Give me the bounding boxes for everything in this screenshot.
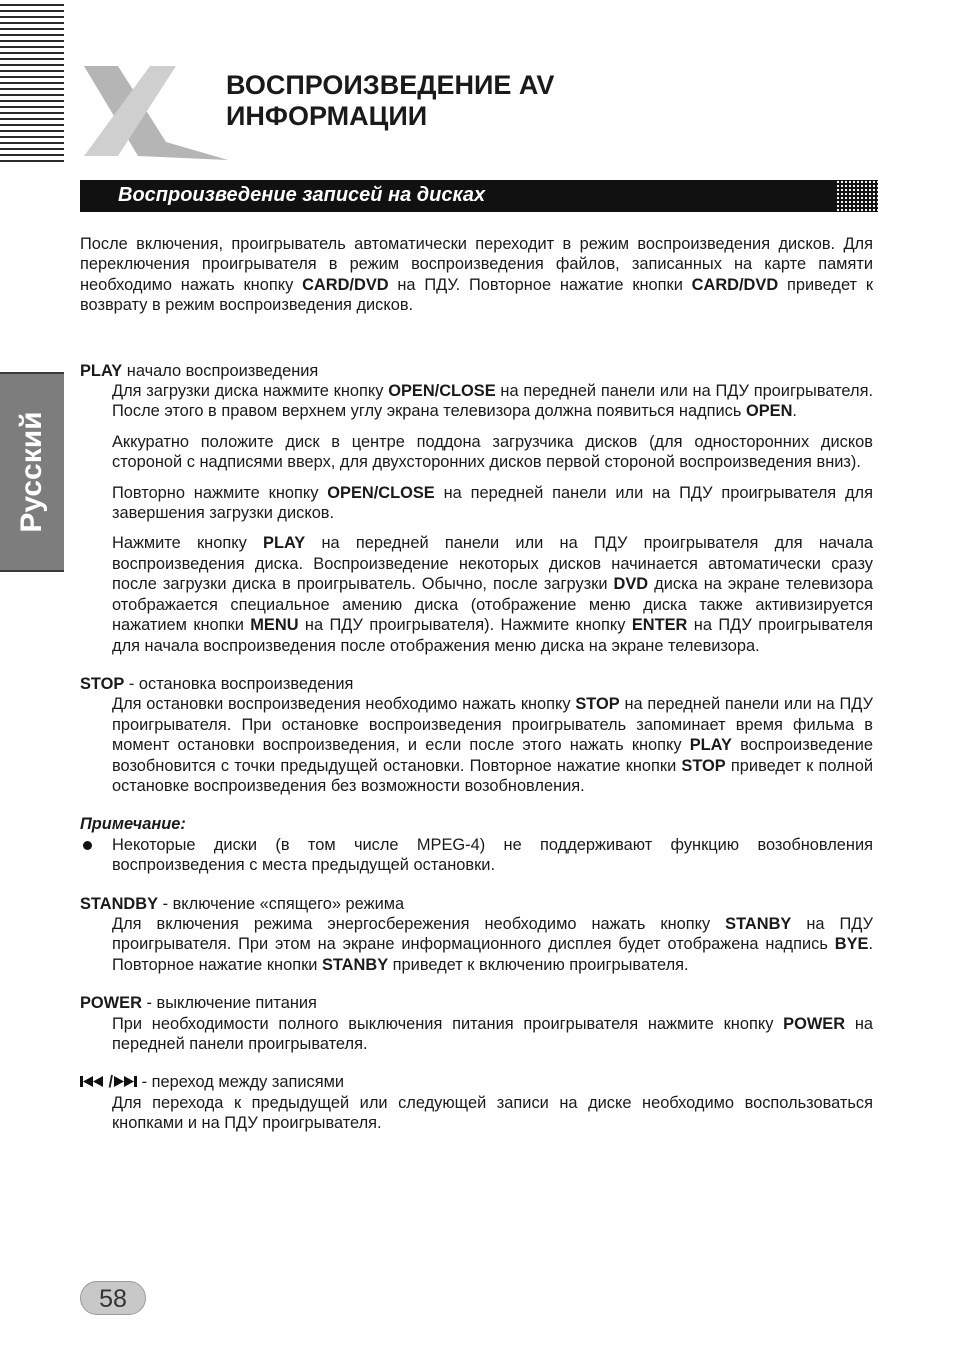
stop-desc: - остановка воспроизведения bbox=[124, 674, 354, 693]
stop-paragraph: Для остановки воспроизведения необходимо нажать кнопку STOP на передней панели или на ПДУ проигрывателя. При остановке воспроизведения проигрыватель запоминает время фильма в момент остановки воспроизведения, и если после этого нажать кнопку PLAY воспроизведение возобновится с точки предыдущей остановки. Повторное нажатие кнопки STOP приведет к полной остановке воспроизведения без возможности возобновления. bbox=[112, 695, 874, 795]
page-content bbox=[80, 234, 873, 1134]
page-title bbox=[226, 70, 554, 132]
intro-paragraph: После включения, проигрыватель автоматически переходит в режим воспроизведения дисков. Для переключения проигрывателя в режим воспроизведения файлов, записанных на карте памяти необходимо нажать кнопку CARD/DVD на ПДУ. Повторное нажатие кнопки CARD/DVD приведет к возврату в режим воспроизведения дисков. bbox=[80, 235, 873, 315]
note-title: Примечание: bbox=[80, 815, 186, 834]
brand-x-logo bbox=[78, 60, 228, 164]
stop-heading bbox=[80, 674, 873, 694]
play-paragraph-4: Нажмите кнопку PLAY на передней панели или на ПДУ проигрывателя для начала воспроизведения диска. Воспроизведение некоторых дисков начинается автоматически сразу после загрузки диска в проигрыватель. Обычно, после загрузки DVD диска на экране телевизора отображается специальное амению диска (отображение меню диска также активизируется нажатием кнопки MENU на ПДУ проигрывателя). Нажмите кнопку ENTER на ПДУ проигрывателя для начала воспроизведения после отображения меню диска на экране телевизора. bbox=[112, 534, 874, 655]
power-desc: - выключение питания bbox=[141, 994, 317, 1013]
halftone-decoration bbox=[836, 180, 878, 212]
standby-paragraph: Для включения режима энергосбережения необходимо нажать кнопку STANBY на ПДУ проигрывателя. При этом на экране информационного дисплея будет отображена надпись BYE. Повторное нажатие кнопки STANBY приведет к включению проигрывателя. bbox=[112, 914, 873, 974]
bullet-icon bbox=[83, 841, 92, 850]
play-desc: начало воспроизведения bbox=[122, 361, 319, 380]
page-number: 58 bbox=[99, 1285, 127, 1313]
section-header-bar bbox=[80, 180, 878, 212]
page-title-line2: ИНФОРМАЦИИ bbox=[226, 101, 428, 131]
page-title-line1: ВОСПРОИЗВЕДЕНИЕ AV bbox=[226, 70, 555, 100]
standby-desc: - включение «спящего» режима bbox=[158, 894, 405, 913]
standby-key: STANDBY bbox=[80, 894, 159, 913]
play-paragraph-1: Для загрузки диска нажмите кнопку OPEN/CLOSE на передней панели или на ПДУ проигрывателя. После этого в правом верхнем углу экрана телевизора должна появиться надпись OPEN. bbox=[112, 382, 873, 421]
play-paragraph-3: Повторно нажмите кнопку OPEN/CLOSE на передней панели или на ПДУ проигрывателя для завершения загрузки дисков. bbox=[112, 483, 873, 523]
page-number-badge bbox=[80, 1281, 146, 1315]
power-heading bbox=[80, 993, 873, 1013]
skip-previous-icon bbox=[80, 1075, 104, 1088]
note-item: Некоторые диски (в том числе MPEG-4) не поддерживают функцию возобновления воспроизведения с места предыдущей остановки. bbox=[80, 835, 873, 876]
language-tab bbox=[0, 372, 64, 572]
play-heading bbox=[80, 361, 873, 381]
power-paragraph: При необходимости полного выключения питания проигрывателя нажмите кнопку POWER на передней панели проигрывателя. bbox=[112, 1014, 873, 1053]
skip-desc: - переход между записями bbox=[137, 1073, 345, 1092]
skip-paragraph: Для перехода к предыдущей или следующей записи на диске необходимо воспользоваться кнопками и на ПДУ проигрывателя. bbox=[112, 1093, 873, 1133]
section-title: Воспроизведение записей на дисках bbox=[118, 184, 486, 206]
play-paragraph-2: Аккуратно положите диск в центре поддона загрузчика дисков (для односторонних дисков стороной с надписями вверх, для двухсторонних дисков первой стороной воспроизведения вниз). bbox=[112, 432, 873, 472]
stop-key: STOP bbox=[80, 674, 125, 693]
skip-separator: / bbox=[104, 1073, 114, 1092]
power-key: POWER bbox=[80, 994, 142, 1013]
skip-heading bbox=[80, 1072, 873, 1092]
standby-heading bbox=[80, 894, 873, 914]
skip-next-icon bbox=[113, 1075, 137, 1088]
language-tab-label: Русский bbox=[15, 411, 48, 533]
play-key: PLAY bbox=[80, 361, 123, 380]
decorative-stripes bbox=[0, 4, 64, 162]
